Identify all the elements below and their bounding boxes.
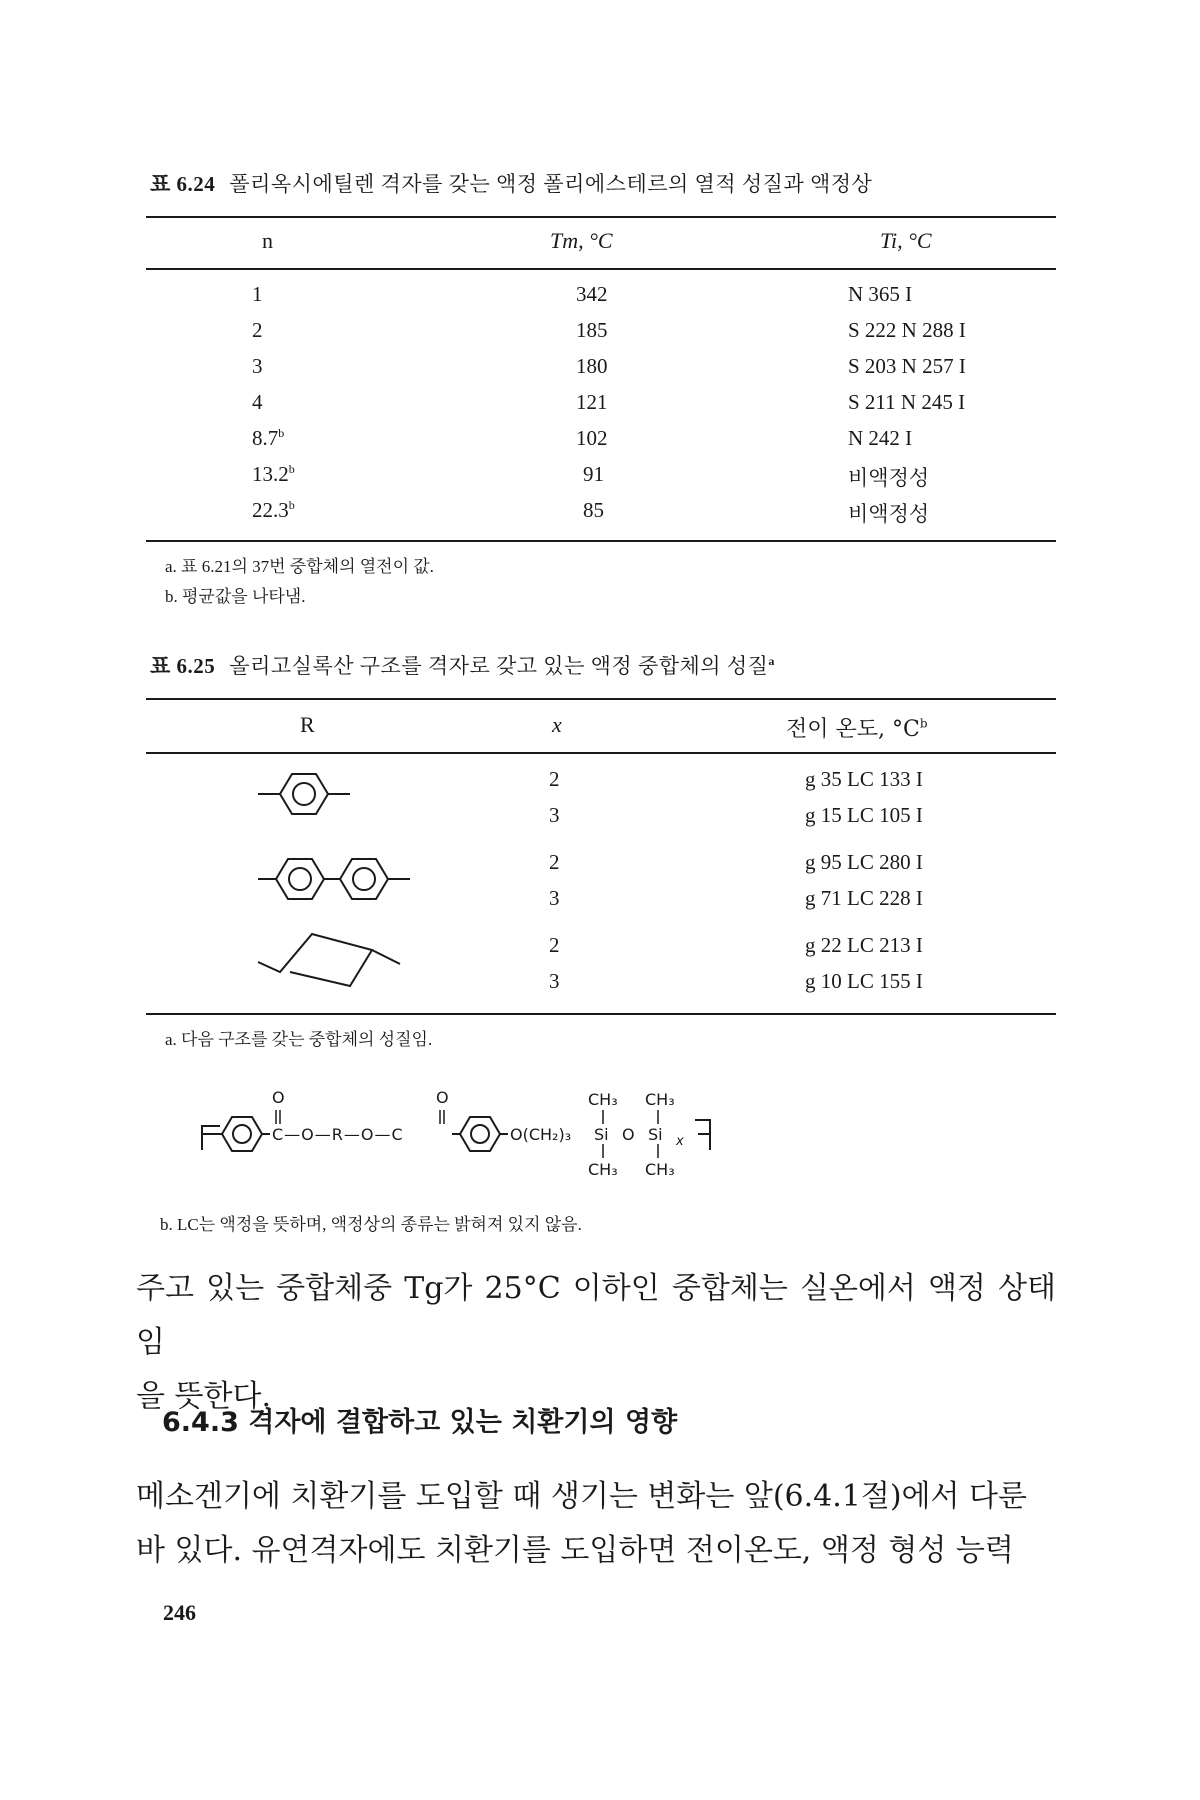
table-note-a: a. 표 6.21의 37번 중합체의 열전이 값. [165, 557, 434, 576]
table-label: 표 6.25 [150, 654, 216, 678]
cell-transition-temperature: g 71 LC 228 I [805, 886, 923, 910]
table-top-rule [146, 698, 1056, 700]
methyl-top-1: CH₃ [588, 1090, 618, 1109]
cell-n [252, 354, 263, 379]
biphenylene-icon [250, 850, 420, 908]
cell-tm: 180 [576, 354, 608, 378]
footnote-mark: b [288, 498, 295, 512]
col-header-n: n [262, 228, 273, 253]
silicon-2: Si [648, 1125, 663, 1144]
col-header-transition-text: 전이 온도, °C [786, 717, 920, 742]
cell-n-value: 22.3 [252, 498, 289, 522]
cell-n-value: 1 [252, 282, 263, 306]
methyl-top-2: CH₃ [645, 1090, 675, 1109]
cell-transition-temperature: g 15 LC 105 I [805, 803, 923, 827]
col-header-tm: Tm, °C [550, 228, 613, 253]
cell-transition-temperature: g 10 LC 155 I [805, 969, 923, 993]
cell-tm: 91 [583, 462, 604, 486]
table-top-rule [146, 216, 1056, 218]
cell-ti: S 211 N 245 I [848, 390, 966, 414]
paragraph-2-line-2: 바 있다. 유연격자에도 치환기를 도입하면 전이온도, 액정 형성 능력 [136, 1533, 1014, 1568]
cell-x: 2 [549, 850, 560, 874]
cell-n-value: 2 [252, 318, 263, 342]
table-header-rule [146, 752, 1056, 754]
cell-n [252, 426, 284, 451]
cell-tm: 85 [583, 498, 604, 522]
paragraph-2-line-1: 메소겐기에 치환기를 도입할 때 생기는 변화는 앞(6.4.1절)에서 다룬 [136, 1479, 1027, 1514]
footnote-mark: b [278, 426, 285, 440]
table-note-b: b. 평균값을 나타냄. [165, 587, 306, 606]
cell-x: 3 [549, 969, 560, 993]
repeat-subscript-x: x [676, 1134, 684, 1149]
cell-transition-temperature: g 22 LC 213 I [805, 933, 923, 957]
cell-ti: N 365 I [848, 282, 913, 306]
cell-n [252, 318, 263, 343]
table-note-a: a. 다음 구조를 갖는 중합체의 성질임. [165, 1030, 433, 1049]
cell-ti: 비액정성 [848, 502, 930, 526]
col-header-x: x [552, 712, 562, 737]
ester-chain: C—O—R—O—C [272, 1125, 404, 1144]
cell-n-value: 8.7 [252, 426, 279, 450]
table-bottom-rule [146, 1013, 1056, 1015]
cyclohexylene-icon [250, 920, 410, 1000]
cell-n [252, 390, 263, 415]
cell-tm: 342 [576, 282, 608, 306]
carbonyl-oxygen-2: O [436, 1088, 449, 1107]
cell-n-value: 3 [252, 354, 263, 378]
table-note-b: b. LC는 액정을 뜻하며, 액정상의 종류는 밝혀져 있지 않음. [160, 1215, 582, 1234]
cell-transition-temperature: g 95 LC 280 I [805, 850, 923, 874]
page-number: 246 [163, 1600, 196, 1625]
cell-ti: S 222 N 288 I [848, 318, 966, 342]
table-title: 폴리옥시에틸렌 격자를 갖는 액정 폴리에스테르의 열적 성질과 액정상 [229, 172, 873, 196]
phenylene-icon [250, 765, 360, 823]
table-6-24-caption [150, 168, 872, 198]
cell-n [252, 462, 295, 487]
carbonyl-oxygen-1: O [272, 1088, 285, 1107]
cell-x: 3 [549, 803, 560, 827]
table-bottom-rule [146, 540, 1056, 542]
methyl-bottom-2: CH₃ [645, 1160, 675, 1179]
silicon-1: Si [594, 1125, 609, 1144]
title-footnote-mark: a [768, 654, 775, 668]
methyl-bottom-1: CH₃ [588, 1160, 618, 1179]
cell-x: 2 [549, 767, 560, 791]
cell-ti: S 203 N 257 I [848, 354, 966, 378]
footnote-mark: b [919, 716, 928, 731]
cell-ti: N 242 I [848, 426, 913, 450]
siloxane-oxygen: O [622, 1125, 635, 1144]
cell-n [252, 282, 263, 307]
cell-n [252, 498, 295, 523]
section-heading: 6.4.3 격자에 결합하고 있는 치환기의 영향 [162, 1407, 678, 1438]
paragraph-1-line-2: 을 뜻한다. [136, 1379, 271, 1414]
cell-x: 3 [549, 886, 560, 910]
paragraph-2 [136, 1470, 1056, 1578]
cell-tm: 185 [576, 318, 608, 342]
paragraph-1-line-1: 주고 있는 중합체중 Tg가 25°C 이하인 중합체는 실온에서 액정 상태임 [136, 1271, 1056, 1360]
cell-ti: 비액정성 [848, 466, 930, 490]
cell-transition-temperature: g 35 LC 133 I [805, 767, 923, 791]
table-6-25-caption [150, 650, 775, 680]
table-title: 올리고실록산 구조를 격자로 갖고 있는 액정 중합체의 성질 [229, 654, 769, 678]
table-header-rule [146, 268, 1056, 270]
spacer-group: O(CH₂)₃ [510, 1125, 572, 1144]
polymer-structure-formula [190, 1080, 750, 1190]
table-label: 표 6.24 [150, 172, 216, 196]
footnote-mark: b [288, 462, 295, 476]
cell-x: 2 [549, 933, 560, 957]
cell-tm: 102 [576, 426, 608, 450]
col-header-transition [786, 712, 928, 743]
cell-n-value: 4 [252, 390, 263, 414]
col-header-ti: Ti, °C [880, 228, 932, 253]
cell-tm: 121 [576, 390, 608, 414]
cell-n-value: 13.2 [252, 462, 289, 486]
col-header-r: R [300, 712, 315, 737]
